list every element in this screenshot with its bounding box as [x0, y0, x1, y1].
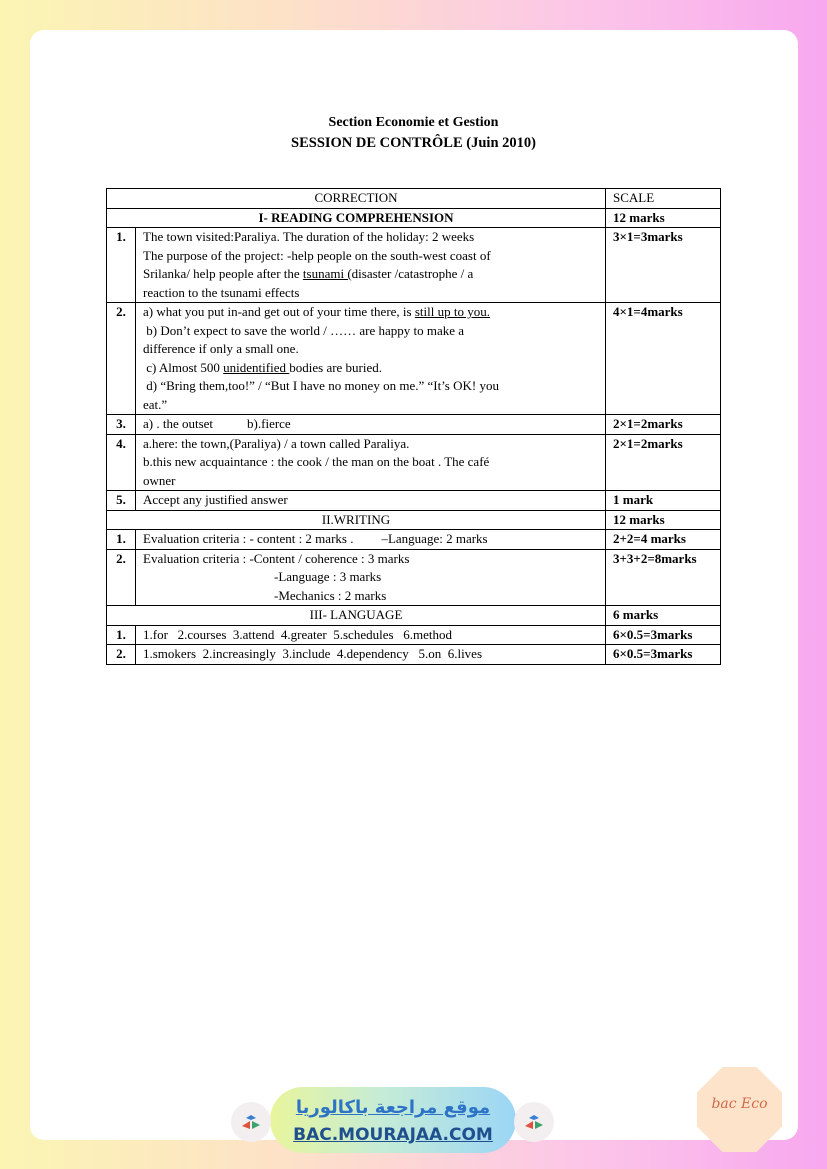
- scale-cell: 2×1=2marks: [606, 434, 721, 491]
- table-row: [107, 491, 721, 511]
- answer-text: c) Almost 500: [143, 359, 224, 375]
- correction-table: [106, 188, 721, 665]
- answer-line: reaction to the tsunami effects: [143, 284, 300, 300]
- table-row: [107, 434, 721, 491]
- correction-header: CORRECTION: [107, 189, 606, 209]
- answer-cell: 1.for 2.courses 3.attend 4.greater 5.schedules 6.method: [136, 625, 606, 645]
- answer-text: disaster /catastrophe / a: [351, 266, 474, 281]
- answer-cell: [136, 228, 606, 303]
- site-name-arabic[interactable]: موقع مراجعة باكالوريا: [295, 1097, 491, 1118]
- question-number: 2.: [107, 549, 136, 606]
- question-number: 1.: [107, 228, 136, 303]
- answer-line: The purpose of the project: -help people on the south-west coast of: [143, 247, 491, 263]
- scale-cell: 6×0.5=3marks: [606, 645, 721, 665]
- answer-text: b).fierce: [247, 416, 291, 431]
- underlined-text: unidentified: [223, 359, 290, 375]
- answer-line: -Language : 3 marks: [274, 569, 382, 584]
- session-title: SESSION DE CONTRÔLE (Juin 2010): [291, 135, 536, 151]
- scale-cell: 1 mark: [606, 491, 721, 511]
- section-scale-writing: 12 marks: [606, 510, 721, 530]
- answer-text: a) . the outset: [143, 416, 214, 431]
- section-scale-reading: 12 marks: [606, 208, 721, 228]
- table-row: [107, 228, 721, 303]
- section-row-writing: [107, 510, 721, 530]
- scale-header: SCALE: [606, 189, 721, 209]
- answer-cell: [136, 434, 606, 491]
- underlined-text: still up to you.: [414, 304, 490, 319]
- answer-line: [143, 303, 598, 322]
- question-number: 3.: [107, 415, 136, 435]
- answer-line: b.this new acquaintance : the cook / the man on the boat . The café: [143, 454, 490, 469]
- answer-line: The town visited:Paraliya. The duration of the holiday: 2 weeks: [143, 229, 475, 244]
- answer-cell: [136, 303, 606, 415]
- section-title: Section Economie et Gestion: [328, 115, 499, 130]
- answer-text: a) what you put in-and get out of your time there, is: [143, 304, 415, 319]
- table-header-row: [107, 189, 721, 209]
- table-row: [107, 549, 721, 606]
- answer-line: [143, 359, 598, 378]
- site-logo-icon: [231, 1102, 271, 1142]
- answer-text: –Language: 2 marks: [381, 531, 488, 546]
- answer-line: difference if only a small one.: [143, 341, 299, 356]
- table-row: [107, 303, 721, 415]
- scale-cell: 3×1=3marks: [606, 228, 721, 303]
- section-title-language: III- LANGUAGE: [107, 606, 606, 626]
- answer-cell: [136, 549, 606, 606]
- answer-line: [143, 265, 598, 284]
- answer-line: a.here: the town,(Paraliya) / a town called Paraliya.: [143, 435, 410, 451]
- answer-text: Evaluation criteria : - content : 2 marks .: [143, 531, 354, 546]
- underlined-text: tsunami (: [302, 266, 352, 281]
- answer-text: Srilanka/ help people after the: [143, 266, 303, 281]
- answer-line: eat.”: [143, 396, 168, 412]
- table-row: [107, 530, 721, 550]
- site-url-link[interactable]: BAC.MOURAJAA.COM: [293, 1125, 493, 1145]
- site-logo-icon: [514, 1102, 554, 1142]
- answer-line: d) “Bring them,too!” / “But I have no money on me.” “It’s OK! you: [143, 378, 499, 393]
- question-number: 1.: [107, 530, 136, 550]
- answer-line: -Mechanics : 2 marks: [274, 587, 387, 603]
- bac-eco-logo-text: bac Eco: [711, 1096, 768, 1112]
- question-number: 1.: [107, 625, 136, 645]
- scale-cell: 3+3+2=8marks: [606, 549, 721, 606]
- scale-cell: 2×1=2marks: [606, 415, 721, 435]
- question-number: 2.: [107, 645, 136, 665]
- section-row-reading: [107, 208, 721, 228]
- section-title-writing: II.WRITING: [107, 510, 606, 530]
- table-row: [107, 645, 721, 665]
- question-number: 2.: [107, 303, 136, 415]
- answer-line: Evaluation criteria : -Content / coherence : 3 marks: [143, 550, 410, 566]
- question-number: 4.: [107, 434, 136, 491]
- scale-cell: 2+2=4 marks: [606, 530, 721, 550]
- table-row: [107, 625, 721, 645]
- section-scale-language: 6 marks: [606, 606, 721, 626]
- answer-line: b) Don’t expect to save the world / …… are happy to make a: [143, 322, 465, 338]
- answer-cell: [136, 530, 606, 550]
- question-number: 5.: [107, 491, 136, 511]
- answer-line: owner: [143, 472, 176, 488]
- answer-cell: Accept any justified answer: [136, 491, 606, 511]
- scale-cell: 6×0.5=3marks: [606, 625, 721, 645]
- answer-cell: [136, 415, 606, 435]
- table-row: [107, 415, 721, 435]
- section-row-language: [107, 606, 721, 626]
- scale-cell: 4×1=4marks: [606, 303, 721, 415]
- section-title-reading: I- READING COMPREHENSION: [107, 208, 606, 228]
- answer-cell: 1.smokers 2.increasingly 3.include 4.dependency 5.on 6.lives: [136, 645, 606, 665]
- answer-text: bodies are buried.: [289, 359, 383, 375]
